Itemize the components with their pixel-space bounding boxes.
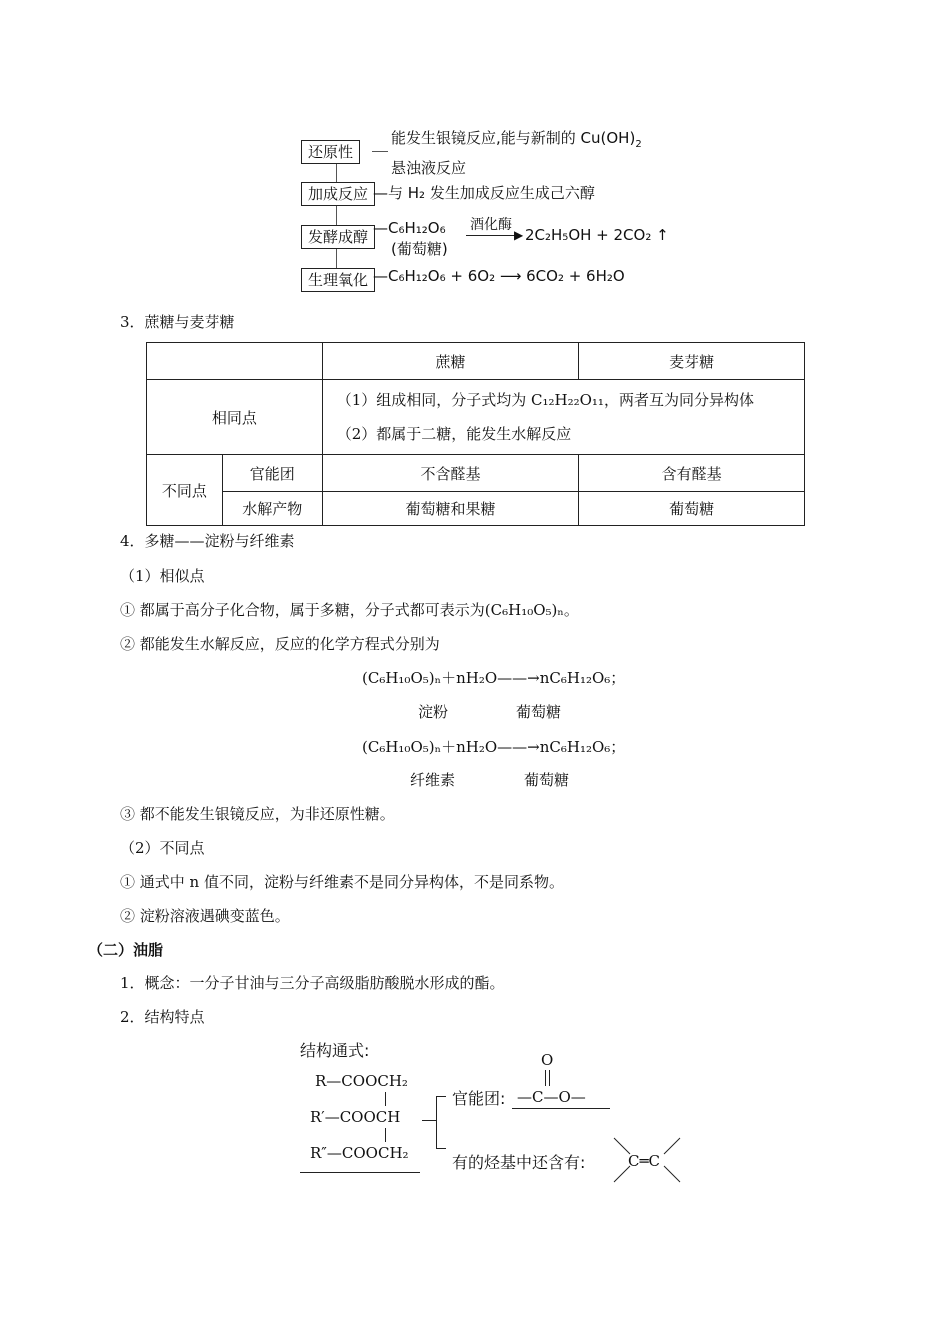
hydro-sucrose: 葡萄糖和果糖 <box>322 492 579 526</box>
hydro-label: 水解产物 <box>222 492 322 526</box>
fermentation-product: 2C₂H₅OH + 2CO₂ ↑ <box>525 226 669 244</box>
section4-heading: 4．多糖——淀粉与纤维素 <box>120 532 295 550</box>
fermentation-condition: 酒化酶 <box>470 217 512 233</box>
alkene-label: 有的烃基中还含有: <box>452 1153 586 1172</box>
addition-desc: —与 H₂ 发生加成反应生成己六醇 <box>373 184 595 202</box>
fermentation-reactant: —C₆H₁₂O₆ <box>373 219 446 237</box>
addition-box: 加成反应 <box>301 182 375 206</box>
starch-label: 淀粉 <box>418 703 449 721</box>
bond-line <box>664 1166 680 1182</box>
structure-title: 结构通式: <box>300 1041 370 1060</box>
section4-p2: ② 都能发生水解反应，反应的化学方程式分别为 <box>120 635 440 653</box>
bracket-bottom <box>436 1148 446 1149</box>
section4-p1: ① 都属于高分子化合物，属于多糖，分子式都可表示为(C₆H₁₀O₅)ₙ。 <box>120 601 579 619</box>
reducing-box: 还原性 <box>301 140 360 164</box>
section4-sub2: （2）不同点 <box>120 839 205 857</box>
bond-line <box>385 1128 386 1142</box>
section4-p4: ① 通式中 n 值不同，淀粉与纤维素不是同分异构体，不是同系物。 <box>120 873 564 891</box>
corner-cell <box>147 343 323 380</box>
bracket-stem <box>422 1120 436 1121</box>
diagram-connector <box>336 160 337 270</box>
section3-heading: 3．蔗糖与麦芽糖 <box>120 313 235 331</box>
same-point-2: （2）都属于二糖，能发生水解反应 <box>336 425 572 443</box>
diff-label: 不同点 <box>147 455 223 526</box>
fermentation-box: 发酵成醇 <box>301 225 375 249</box>
equation-cellulose: (C₆H₁₀O₅)ₙ＋nH₂O——→nC₆H₁₂O₆； <box>362 738 626 756</box>
oil-p1: 1．概念：一分子甘油与三分子高级脂肪酸脱水形成的酯。 <box>120 974 505 992</box>
ester-row-2: R′—COOCH <box>310 1108 401 1126</box>
func-maltose: 含有醛基 <box>579 455 805 492</box>
reaction-arrow <box>466 235 518 236</box>
fermentation-note: (葡萄糖) <box>391 240 448 258</box>
func-group-label: 官能团: <box>452 1089 506 1108</box>
underline <box>512 1108 610 1109</box>
ester-group: —C—O— <box>517 1088 586 1106</box>
alkene-text: C═C <box>628 1152 660 1170</box>
oxidation-equation: —C₆H₁₂O₆ + 6O₂ ⟶ 6CO₂ + 6H₂O <box>373 267 625 285</box>
glucose-label-1: 葡萄糖 <box>516 703 562 721</box>
same-label: 相同点 <box>147 380 323 455</box>
func-label: 官能团 <box>222 455 322 492</box>
bond-line <box>664 1138 680 1154</box>
dash <box>372 151 388 152</box>
carbonyl-o: O <box>541 1051 554 1069</box>
bracket-top <box>436 1096 446 1097</box>
oil-heading: （二）油脂 <box>88 941 164 959</box>
arrow-head-icon: ▶ <box>514 228 524 242</box>
glucose-label-2: 葡萄糖 <box>524 771 570 789</box>
double-bond-2 <box>549 1070 550 1086</box>
oxidation-box: 生理氧化 <box>301 268 375 292</box>
reducing-desc-2: 悬浊液反应 <box>391 159 467 177</box>
bond-line <box>385 1092 386 1106</box>
reducing-desc-1: 能发生银镜反应,能与新制的 $Cu(OH)_2$ <box>391 129 642 150</box>
same-point-1: （1）组成相同，分子式均为 C₁₂H₂₂O₁₁，两者互为同分异构体 <box>336 391 754 409</box>
sucrose-maltose-table <box>146 342 805 526</box>
cellulose-label: 纤维素 <box>410 771 456 789</box>
hydro-maltose: 葡萄糖 <box>579 492 805 526</box>
section4-p3: ③ 都不能发生银镜反应，为非还原性糖。 <box>120 805 395 823</box>
section4-sub1: （1）相似点 <box>120 567 205 585</box>
double-bond-1 <box>545 1070 546 1086</box>
underline <box>300 1172 420 1173</box>
section4-p5: ② 淀粉溶液遇碘变蓝色。 <box>120 907 290 925</box>
header-sucrose: 蔗糖 <box>322 343 579 380</box>
func-sucrose: 不含醛基 <box>322 455 579 492</box>
header-maltose: 麦芽糖 <box>579 343 805 380</box>
ester-row-1: R—COOCH₂ <box>315 1072 408 1090</box>
oil-p2: 2．结构特点 <box>120 1008 205 1026</box>
ester-row-3: R″—COOCH₂ <box>310 1144 409 1162</box>
same-content <box>322 380 804 455</box>
equation-starch: (C₆H₁₀O₅)ₙ＋nH₂O——→nC₆H₁₂O₆； <box>362 669 626 687</box>
bracket <box>436 1096 437 1148</box>
